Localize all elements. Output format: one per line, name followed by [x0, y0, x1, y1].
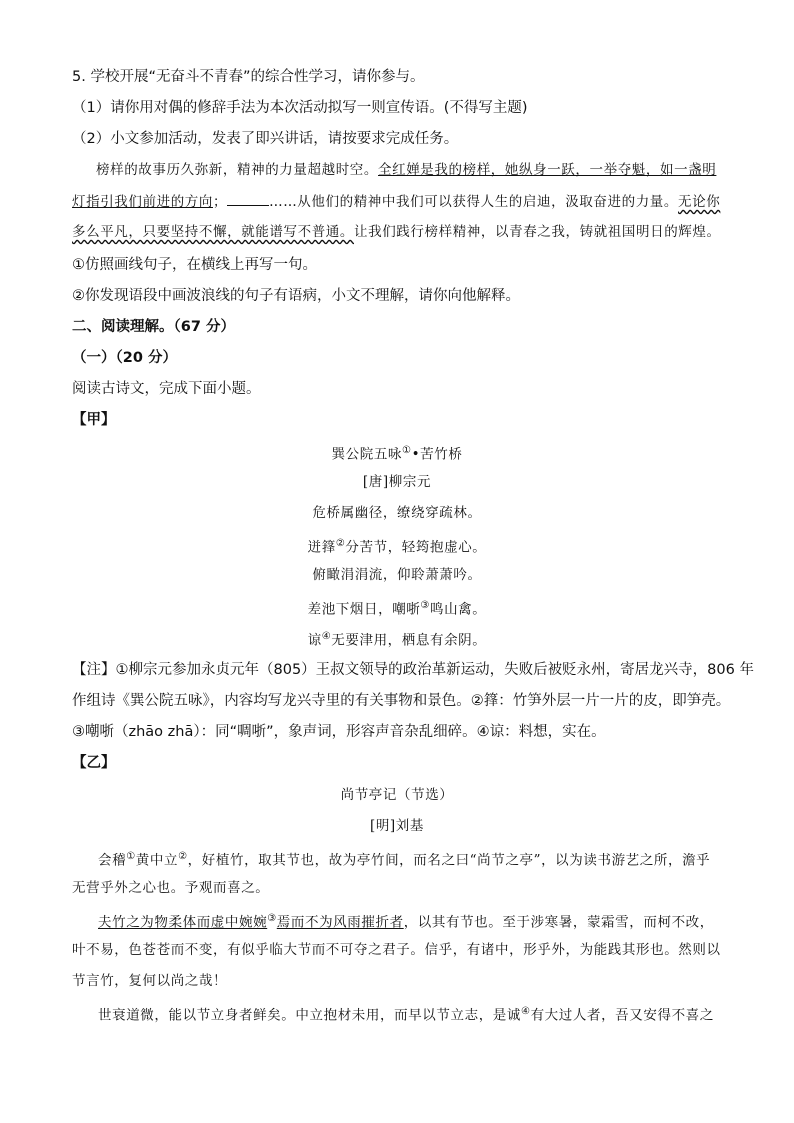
- speech-line-3: [72, 222, 721, 242]
- poem-line: [0, 534, 794, 558]
- poem-title-text: 巽公院五咏: [331, 446, 403, 463]
- prose-line: [98, 1002, 714, 1026]
- prose-line: [98, 909, 714, 933]
- speech-punct: ；: [213, 194, 228, 210]
- prose-line: 无营乎外之心也。予观而喜之。: [72, 880, 270, 896]
- footnote-mark: ①: [402, 445, 412, 456]
- prose-line: [98, 847, 710, 871]
- footnote-mark: ④: [521, 1006, 531, 1017]
- fill-in-blank[interactable]: [227, 191, 269, 206]
- footnote-mark: ②: [178, 851, 188, 862]
- prose-text: 有大过人者，吾又安得不喜之: [530, 1007, 714, 1024]
- q5-task1: ①仿照画线句子，在横线上再写一句。: [72, 257, 317, 273]
- prose-author: [明]刘基: [369, 818, 425, 834]
- note-line: ③嘲哳（zhāo zhā）：同“啁哳”，象声词，形容声音杂乱细碎。④谅：料想，实在。: [72, 724, 606, 740]
- poem-line-text: 鸣山禽。: [429, 601, 487, 618]
- underlined-sentence: 全红婵是我的榜样，她纵身一跃，一举夺魁，如一盏明: [378, 162, 717, 178]
- poem-line: [0, 627, 794, 651]
- footnote-mark: ①: [126, 851, 136, 862]
- jia-label: 【甲】: [72, 412, 116, 428]
- prose-text: ，好植竹，取其节也，故为亭竹间，而名之曰“尚节之亭”，以为读书游艺之所，澹乎: [187, 852, 711, 869]
- footnote-mark: ④: [321, 631, 332, 642]
- note-line: 【注】①柳宗元参加永贞元年（805）王叔文领导的政治革新运动，失败后被贬永州，寄居龙兴寺，806 年: [72, 662, 754, 678]
- poem-line: [0, 503, 794, 523]
- poem-line: [0, 596, 794, 620]
- poem-subtitle: •苦竹桥: [411, 446, 463, 463]
- wavy-sentence-end: 多么平凡，只要坚持不懈，就能谱写不普通。: [72, 224, 354, 240]
- footnote-mark: ③: [420, 600, 430, 611]
- yi-label: 【乙】: [72, 755, 116, 771]
- part-heading: （一）（20 分）: [72, 350, 177, 366]
- footnote-mark: ②: [335, 538, 346, 549]
- q5-sub1: （1）请你用对偶的修辞手法为本次活动拟写一则宣传语。(不得写主题): [72, 100, 528, 116]
- poem-line-text: 分苦节，轻筠抱虚心。: [345, 539, 487, 556]
- q5-intro: 5. 学校开展“无奋斗不青春”的综合性学习，请你参与。: [72, 69, 425, 85]
- footnote-mark: ③: [267, 913, 277, 924]
- q5-sub2: （2）小文参加活动，发表了即兴讲话，请按要求完成任务。: [72, 131, 459, 147]
- speech-text: ……从他们的精神中我们可以获得人生的启迪，汲取奋进的力量。: [269, 194, 679, 210]
- underlined-sentence: 焉而不为风雨摧折者: [276, 914, 404, 931]
- poem-author: [唐]柳宗元: [362, 474, 432, 490]
- poem-line-text: 差池下烟日，嘲哳: [307, 601, 421, 618]
- prose-text: 会稽: [98, 852, 127, 869]
- prose-title: 尚节亭记（节选）: [340, 787, 454, 803]
- prose-line: 叶不易，色苍苍而不变，有似乎临大节而不可夺之君子。信乎，有诸中，形乎外，为能践其形也。然则以: [72, 942, 721, 958]
- prose-line: 节言竹，复何以尚之哉！: [72, 973, 228, 989]
- poem-line-text: 危桥属幽径，缭绕穿疏林。: [312, 505, 482, 521]
- poem-line-text: 迸箨: [307, 539, 336, 556]
- speech-text: 榜样的故事历久弥新，精神的力量超越时空。: [96, 162, 378, 178]
- prose-text: 世衰道微，能以节立身者鲜矣。中立抱材未用，而早以节立志，是诚: [98, 1007, 521, 1024]
- poem-title: [0, 441, 794, 465]
- section-heading: 二、阅读理解。（67 分）: [72, 319, 235, 335]
- note-line: 作组诗《巽公院五咏》，内容均写龙兴寺里的有关事物和景色。②箨：竹笋外层一片一片的皮，即笋壳。: [72, 693, 731, 709]
- underlined-sentence: 夫竹之为物柔体而虚中婉婉: [98, 914, 268, 931]
- prose-text: ，以其有节也。至于涉寒暑，蒙霜雪，而柯不改，: [403, 914, 714, 931]
- q5-task2: ②你发现语段中画波浪线的句子有语病，小文不理解，请你向他解释。: [72, 288, 520, 304]
- poem-line-text: 无要津用，栖息有余阴。: [331, 632, 487, 649]
- poem-line-text: 谅: [307, 632, 322, 649]
- poem-line: [0, 565, 794, 585]
- underlined-sentence-end: 灯指引我们前进的方向: [72, 194, 213, 210]
- wavy-sentence: 无论你: [678, 194, 721, 210]
- reading-instruction: 阅读古诗文，完成下面小题。: [72, 381, 261, 397]
- speech-line-2: [72, 191, 720, 212]
- speech-line-1: [96, 160, 716, 180]
- poem-line-text: 俯瞰涓涓流，仰聆萧萧吟。: [312, 567, 482, 583]
- prose-text: 黄中立: [135, 852, 179, 869]
- speech-text: 让我们践行榜样精神，以青春之我，铸就祖国明日的辉煌。: [354, 224, 721, 240]
